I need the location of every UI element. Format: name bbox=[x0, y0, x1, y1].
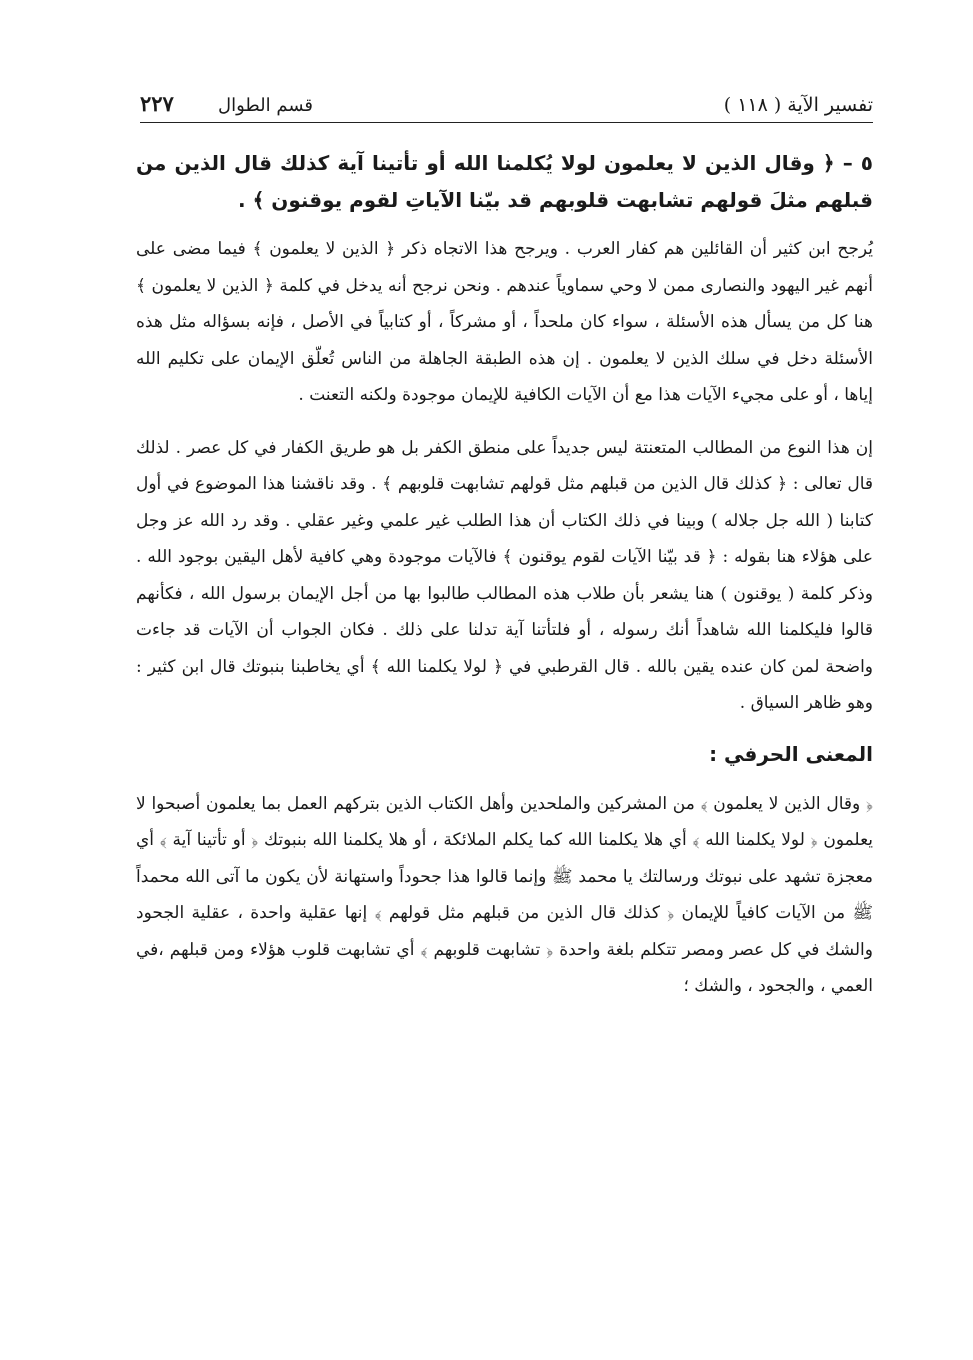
commentary-paragraph-1: يُرجح ابن كثير أن القائلين هم كفار العرب . ويرجح هذا الاتجاه ذكر ﴿ الذين لا يعلمون ﴾ فيما مضى على أنهم غير اليهود والنصارى ممن لا وحي سماوياً عندهم . ونحن نرجح أنه يدخل في كلمة ﴿ الذين لا يعلمون ﴾ هنا كل من يسأل هذه الأسئلة ، سواء كان ملحداً ، أو مشركاً ، أو كتابياً في الأصل ، فإنه بسؤاله مثل هذه الأسئلة دخل في سلك الذين لا يعلمون . إن هذه الطبقة الجاهلة من الناس تُعلّق الإيمان على تكليم الله إياها ، أو على مجيء الآيات هذا مع أن الآيات الكافية للإيمان موجودة ولكنه التعنت . bbox=[136, 239, 873, 405]
running-header bbox=[140, 88, 873, 123]
page-number: ٢٢٧ bbox=[140, 91, 174, 116]
page-body bbox=[136, 145, 873, 1021]
quran-verse-heading: ٥ – ﴿ وقال الذين لا يعلمون لولا يُكلمنا الله أو تأتينا آية كذلك قال الذين من قبلهم مثلَ قولهم تشابهت قلوبهم قد بيّنا الآياتِ لقوم يوقنون ﴾ . bbox=[136, 151, 873, 212]
literal-meaning-paragraph: ﴿ وقال الذين لا يعلمون ﴾ من المشركين والملحدين وأهل الكتاب الذين بتركهم العمل بما يعلمون أصبحوا لا يعلمون ﴿ لولا يكلمنا الله ﴾ أي هلا يكلمنا الله كما يكلم الملائكة ، أو هلا يكلمنا الله بنبوتك ﴿ أو تأتينا آية ﴾ أي معجزة تشهد على نبوتك ورسالتك يا محمد ﷺ وإنما قالوا هذا جحوداً واستهانة لأن يكون ما آتى الله محمداً ﷺ من الآيات كافياً للإيمان ﴿ كذلك قال الذين من قبلهم مثل قولهم ﴾ إنها عقلية واحدة ، عقلية الجحود والشك في كل عصر ومصر تتكلم بلغة واحدة ﴿ تشابهت قلوبهم ﴾ أي تشابهت قلوب هؤلاء ومن قبلهم ،في العمي ، والجحود ، والشك ؛ bbox=[136, 793, 873, 996]
header-section-title: تفسير الآية ( ١١٨ ) bbox=[723, 94, 873, 116]
header-part-title: قسم الطوال bbox=[218, 95, 313, 116]
commentary-paragraph-2: إن هذا النوع من المطالب المتعنتة ليس جديداً على منطق الكفر بل هو طريق الكفار في كل عصر . لذلك قال تعالى : ﴿ كذلك قال الذين من قبلهم مثل قولهم تشابهت قلوبهم ﴾ . وقد ناقشنا هذا الموضوع في أول كتابنا ( الله جل جلاله ) وبينا في ذلك الكتاب أن هذا الطلب غير علمي وغير عقلي . وقد رد الله عز وجل على هؤلاء هنا بقوله : ﴿ قد بيّنا الآيات لقوم يوقنون ﴾ فالآيات موجودة وهي كافية لأهل اليقين بوجود الله . وذكر كلمة ( يوقنون ) هنا يشعر بأن طلاب هذه المطالب طالبوا بها من أجل الإيمان برسول الله ، فكأنهم قالوا فليكلمنا الله شاهداً أنك رسوله ، أو فلتأتنا آية تدلنا على ذلك . فكان الجواب أن الآيات قد جاءت واضحة لمن كان عنده يقين بالله . قال القرطبي في ﴿ لولا يكلمنا الله ﴾ أي يخاطبنا بنبوتك قال ابن كثير : وهو ظاهر السياق . bbox=[136, 437, 873, 713]
literal-meaning-heading: المعنى الحرفي : bbox=[709, 741, 873, 766]
